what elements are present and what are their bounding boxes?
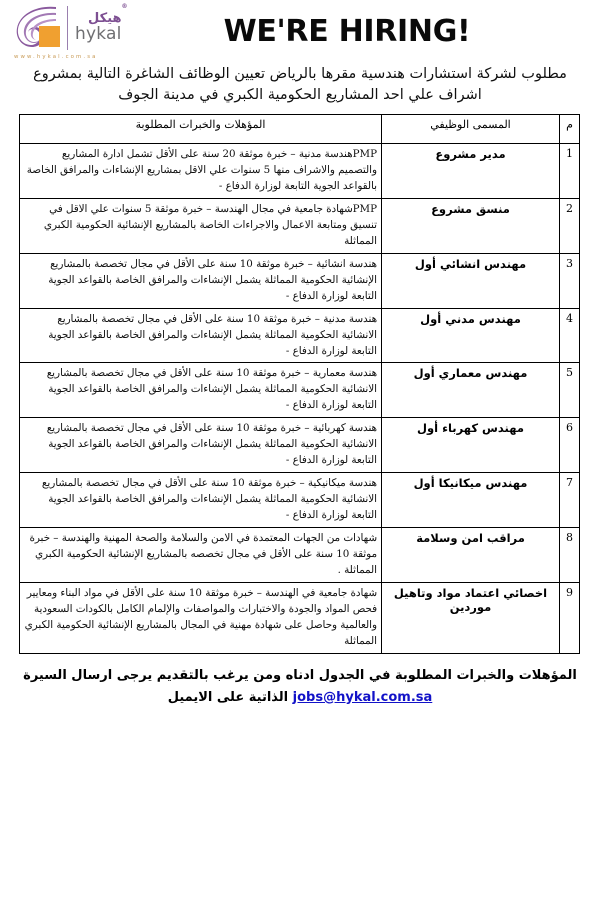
jobs-table-container	[0, 106, 600, 654]
hykal-swirl-icon	[12, 4, 62, 52]
column-header-number: م	[560, 115, 580, 144]
job-title-cell: مهندس كهرباء أول	[382, 418, 560, 473]
job-qualifications-cell: هندسة انشائية – خبرة موثقة 10 سنة على الأقل في مجال تخصصة بالمشاريع الإنشائية الحكومية المماثلة يشمل الإنشاءات والمرافق الخاصة بالقواعد الجوية التابعة لوزارة الدفاع -	[20, 253, 382, 308]
jobs-table	[19, 114, 580, 654]
job-title-cell: مهندس ميكانيكا أول	[382, 473, 560, 528]
job-title-cell: مهندس مدني أول	[382, 308, 560, 363]
page-header	[0, 0, 600, 62]
job-qualifications-cell: شهادات من الجهات المعتمدة في الامن والسلامة والصحة المهنية والهندسة – خبرة موثقة 10 سنة على الأقل في مجال تخصصه بالمشاريع الإنشائية الحكومية الكبري المماثلة .	[20, 528, 382, 583]
logo-arabic-text: هيكل	[88, 11, 122, 27]
table-row	[20, 308, 580, 363]
table-row	[20, 418, 580, 473]
column-header-job-title: المسمى الوظيفي	[382, 115, 560, 144]
company-logo	[12, 2, 144, 60]
job-qualifications-cell: شهادة جامعية في الهندسة – خبرة موثقة 10 سنة على الأقل في مواد البناء ومعايير فحص المواد والجودة والاختبارات والمواصفات والإلمام الكامل بالكودات السعودية والعالمية وحاصل على شهادة مهنية في المجال بالمشاريع الإنشائية الحكومية الكبري المماثلة	[20, 582, 382, 653]
jobs-table-head	[20, 115, 580, 144]
job-qualifications-cell: PMPهندسة مدنية – خبرة موثقة 20 سنة على الأقل تشمل ادارة المشاريع والتصميم والاشراف منها 5 سنوات علي الاقل بمشاريع الإنشاءات والمرافق الخاصة بالقواعد الجوية التابعة لوزارة الدفاع -	[20, 144, 382, 199]
table-row	[20, 198, 580, 253]
table-row	[20, 363, 580, 418]
application-email-link[interactable]: jobs@hykal.com.sa	[292, 689, 433, 705]
table-row	[20, 528, 580, 583]
job-title-cell: مدير مشروع	[382, 144, 560, 199]
job-qualifications-cell: هندسة مدنية – خبرة موثقة 10 سنة على الأقل في مجال تخصصة بالمشاريع الانشائية الحكومية المماثلة يشمل الإنشاءات والمرافق الخاصة بالقواعد الجوية التابعة لوزارة الدفاع -	[20, 308, 382, 363]
intro-paragraph	[0, 62, 600, 106]
job-title-cell: اخصائي اعتماد مواد وتاهيل موردين	[382, 582, 560, 653]
job-row-number: 9	[560, 582, 580, 653]
page-title: WE'RE HIRING!	[223, 13, 471, 49]
logo-main-row	[12, 3, 128, 52]
job-qualifications-cell: هندسة معمارية – خبرة موثقة 10 سنة على الأقل في مجال تخصصة بالمشاريع الانشائية الحكومية المماثلة يشمل الإنشاءات والمرافق الخاصة بالقواعد الجوية التابعة لوزارة الدفاع -	[20, 363, 382, 418]
table-row	[20, 473, 580, 528]
footer-instructions	[0, 654, 600, 709]
footer-line-2-text: الذاتية على الايميل	[167, 689, 289, 705]
job-qualifications-cell: هندسة كهربائية – خبرة موثقة 10 سنة على الأقل في مجال تخصصة بالمشاريع الانشائية الحكومية المماثلة يشمل الإنشاءات والمرافق الخاصة بالقواعد الجوية التابعة لوزارة الدفاع -	[20, 418, 382, 473]
job-row-number: 6	[560, 418, 580, 473]
job-row-number: 8	[560, 528, 580, 583]
logo-website-url: www.hykal.com.sa	[14, 54, 98, 60]
job-row-number: 4	[560, 308, 580, 363]
job-title-cell: منسق مشروع	[382, 198, 560, 253]
intro-line-2: اشراف علي احد المشاريع الحكومية الكبري في مدينة الجوف	[118, 87, 482, 104]
job-row-number: 1	[560, 144, 580, 199]
job-title-cell: مراقب امن وسلامة	[382, 528, 560, 583]
table-header-row	[20, 115, 580, 144]
job-row-number: 3	[560, 253, 580, 308]
logo-english-name: hykal	[75, 23, 122, 44]
footer-line-1: المؤهلات والخبرات المطلوبة في الجدول ادناه ومن يرغب بالتقديم يرجى ارسال السيرة	[23, 667, 577, 683]
table-row	[20, 144, 580, 199]
job-row-number: 2	[560, 198, 580, 253]
job-title-cell: مهندس انشائي أول	[382, 253, 560, 308]
logo-wordmark	[67, 3, 128, 50]
table-row	[20, 582, 580, 653]
registered-trademark-icon: ®	[121, 3, 128, 10]
footer-line-2	[22, 688, 578, 709]
jobs-table-body	[20, 144, 580, 654]
column-header-qualifications: المؤهلات والخبرات المطلوبة	[20, 115, 382, 144]
job-row-number: 5	[560, 363, 580, 418]
intro-line-1: مطلوب لشركة استشارات هندسية مقرها بالرياض تعيين الوظائف الشاغرة التالية بمشروع	[33, 66, 567, 82]
job-row-number: 7	[560, 473, 580, 528]
table-row	[20, 253, 580, 308]
job-title-cell: مهندس معماري أول	[382, 363, 560, 418]
job-qualifications-cell: PMPشهادة جامعية في مجال الهندسة – خبرة موثقة 5 سنوات علي الاقل في تنسيق ومتابعة الاعمال والاجراءات الخاصة بالمشاريع الإنشائية الحكومية الكبري المماثلة	[20, 198, 382, 253]
job-qualifications-cell: هندسة ميكانيكية – خبرة موثقة 10 سنة على الأقل في مجال تخصصة بالمشاريع الانشائية الحكومية المماثلة يشمل الإنشاءات والمرافق الخاصة بالقواعد الجوية التابعة لوزارة الدفاع -	[20, 473, 382, 528]
